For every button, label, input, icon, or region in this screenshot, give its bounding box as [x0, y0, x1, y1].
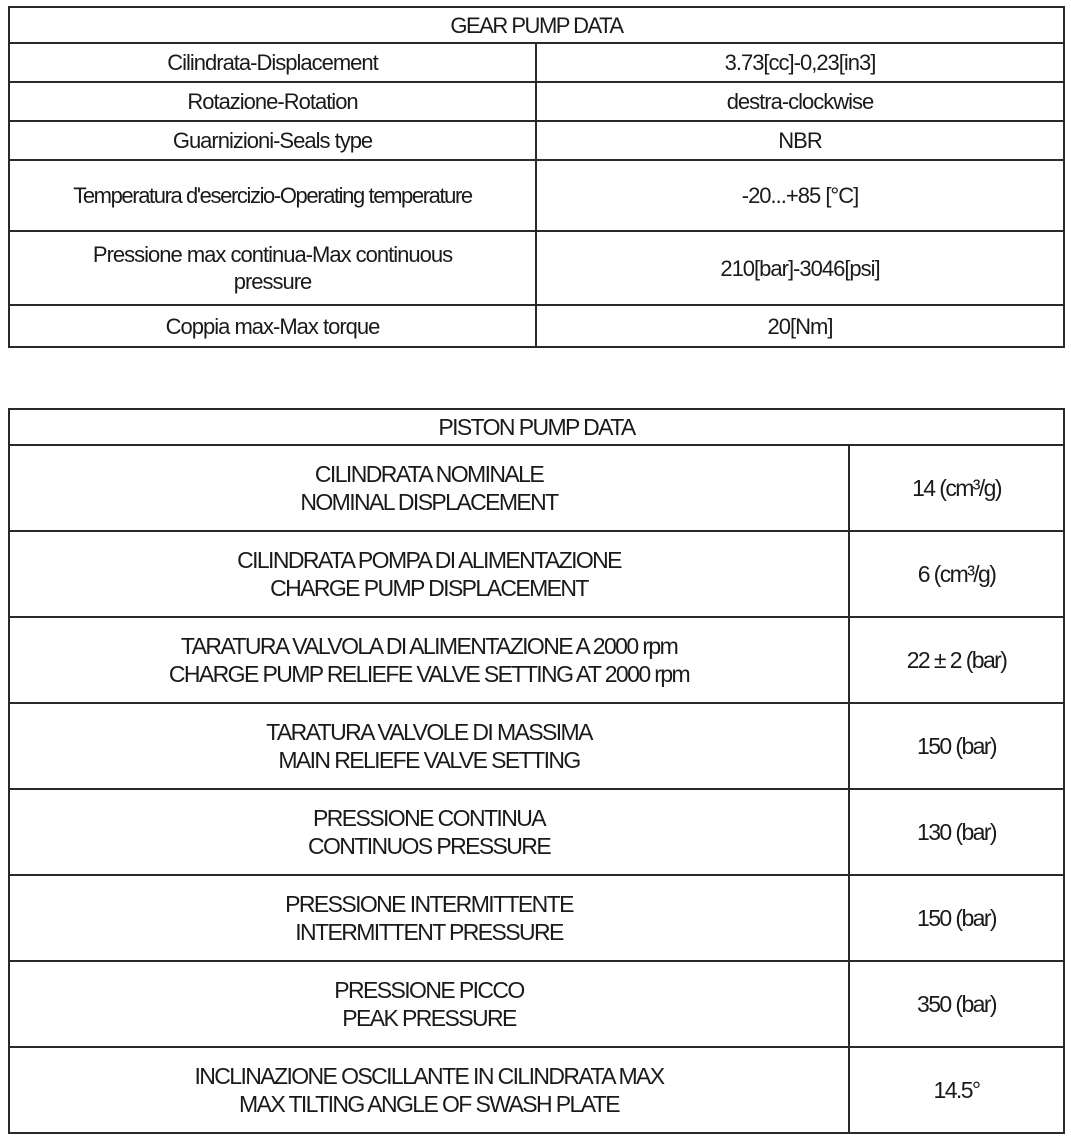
label-line-en: MAX TILTING ANGLE OF SWASH PLATE — [239, 1091, 619, 1117]
rotation-value: destra-clockwise — [536, 82, 1064, 121]
continuous-pressure-label — [9, 789, 849, 875]
seals-value: NBR — [536, 121, 1064, 160]
table-row — [9, 160, 1064, 231]
continuous-pressure-value: 130 (bar) — [849, 789, 1064, 875]
label-line-it: PRESSIONE PICCO — [334, 977, 524, 1003]
table-row — [9, 43, 1064, 82]
label-line-it: TARATURA VALVOLA DI ALIMENTAZIONE A 2000 rpm — [180, 633, 678, 659]
intermittent-pressure-label — [9, 875, 849, 961]
charge-valve-setting-label — [9, 617, 849, 703]
pressure-label-line2: pressure — [233, 269, 312, 294]
main-relief-valve-value: 150 (bar) — [849, 703, 1064, 789]
table-row — [9, 445, 1064, 531]
label-line-it: CILINDRATA POMPA DI ALIMENTAZIONE — [237, 547, 621, 573]
pressure-value: 210[bar]-3046[psi] — [536, 231, 1064, 305]
charge-valve-setting-value: 22 ± 2 (bar) — [849, 617, 1064, 703]
displacement-value: 3.73[cc]-0,23[in3] — [536, 43, 1064, 82]
table-row — [9, 703, 1064, 789]
rotation-label: Rotazione-Rotation — [9, 82, 536, 121]
displacement-label: Cilindrata-Displacement — [9, 43, 536, 82]
swash-plate-angle-value: 14.5° — [849, 1047, 1064, 1133]
temperature-label: Temperatura d'esercizio-Operating temperature — [9, 160, 536, 231]
temperature-value: -20...+85 [°C] — [536, 160, 1064, 231]
piston-pump-title: PISTON PUMP DATA — [9, 409, 1064, 445]
table-row — [9, 121, 1064, 160]
torque-value: 20[Nm] — [536, 305, 1064, 347]
swash-plate-angle-label — [9, 1047, 849, 1133]
table-row — [9, 531, 1064, 617]
label-line-it: CILINDRATA NOMINALE — [314, 461, 544, 487]
pressure-label — [9, 231, 536, 305]
charge-pump-displacement-label — [9, 531, 849, 617]
label-line-it: PRESSIONE CONTINUA — [313, 805, 545, 831]
nominal-displacement-value: 14 (cm³/g) — [849, 445, 1064, 531]
label-line-en: MAIN RELIEFE VALVE SETTING — [278, 747, 580, 773]
table-row — [9, 82, 1064, 121]
piston-pump-table — [8, 408, 1065, 1134]
peak-pressure-label — [9, 961, 849, 1047]
table-row — [9, 961, 1064, 1047]
intermittent-pressure-value: 150 (bar) — [849, 875, 1064, 961]
label-line-it: TARATURA VALVOLE DI MASSIMA — [266, 719, 592, 745]
table-title-row — [9, 409, 1064, 445]
torque-label: Coppia max-Max torque — [9, 305, 536, 347]
gear-pump-title: GEAR PUMP DATA — [9, 7, 1064, 43]
table-title-row — [9, 7, 1064, 43]
table-row — [9, 617, 1064, 703]
seals-label: Guarnizioni-Seals type — [9, 121, 536, 160]
table-row — [9, 789, 1064, 875]
label-line-en: NOMINAL DISPLACEMENT — [300, 489, 558, 515]
table-row — [9, 1047, 1064, 1133]
label-line-en: INTERMITTENT PRESSURE — [295, 919, 563, 945]
label-line-it: INCLINAZIONE OSCILLANTE IN CILINDRATA MAX — [194, 1063, 664, 1089]
pressure-label-line1: Pressione max continua-Max continuous — [92, 242, 453, 267]
charge-pump-displacement-value: 6 (cm³/g) — [849, 531, 1064, 617]
label-line-en: PEAK PRESSURE — [342, 1005, 516, 1031]
table-row — [9, 305, 1064, 347]
main-relief-valve-label — [9, 703, 849, 789]
label-line-en: CONTINUOS PRESSURE — [307, 833, 551, 859]
label-line-en: CHARGE PUMP DISPLACEMENT — [270, 575, 588, 601]
gear-pump-table — [8, 6, 1065, 348]
nominal-displacement-label — [9, 445, 849, 531]
table-row — [9, 875, 1064, 961]
label-line-en: CHARGE PUMP RELIEFE VALVE SETTING AT 2000 rpm — [168, 661, 690, 687]
table-row — [9, 231, 1064, 305]
peak-pressure-value: 350 (bar) — [849, 961, 1064, 1047]
label-line-it: PRESSIONE INTERMITTENTE — [285, 891, 573, 917]
